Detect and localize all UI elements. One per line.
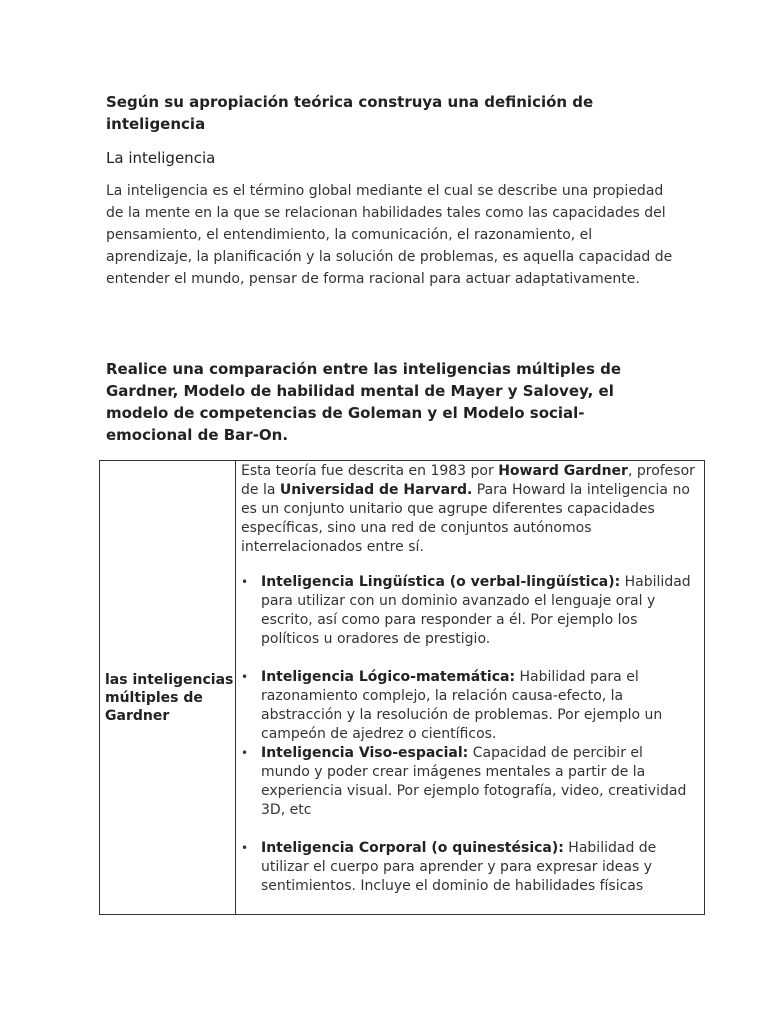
row-content-cell bbox=[236, 461, 705, 915]
list-item bbox=[241, 744, 696, 820]
item-title: Inteligencia Lingüística (o verbal-lingüística): bbox=[261, 574, 621, 590]
bullet-icon: • bbox=[241, 670, 249, 684]
section-heading: La inteligencia bbox=[106, 149, 216, 167]
definition-paragraph: La inteligencia es el término global mediante el cual se describe una propiedad de la mente en la que se relacionan habilidades tales como las capacidades del pensamiento, el entendimiento, la comunicación, el razonamiento, el aprendizaje, la planificación y la solución de problemas, es aquella capacidad de entender el mundo, pensar de forma racional para actuar adaptativamente. bbox=[106, 183, 673, 287]
list-item bbox=[241, 668, 696, 744]
item-text: Capacidad de percibir el mundo y poder crear imágenes mentales a partir de la experiencia visual. Por ejemplo fotografía, video, creatividad 3D, etc bbox=[261, 745, 687, 818]
question-1: Según su apropiación teórica construya una definición de inteligencia bbox=[106, 93, 594, 133]
list-item bbox=[241, 573, 696, 649]
comparison-table bbox=[99, 460, 705, 915]
question-2: Realice una comparación entre las inteligencias múltiples de Gardner, Modelo de habilidad mental de Mayer y Salovey, el modelo de competencias de Goleman y el Modelo social-emocional de Bar-On. bbox=[106, 360, 622, 444]
item-title: Inteligencia Corporal (o quinestésica): bbox=[261, 840, 564, 856]
bullet-icon: • bbox=[241, 841, 249, 855]
row-label-cell bbox=[100, 461, 236, 915]
row-label: las inteligencias múltiples de Gardner bbox=[105, 671, 234, 724]
author-name: Howard Gardner bbox=[498, 463, 628, 479]
item-text: Habilidad para el razonamiento complejo, la relación causa-efecto, la abstracción y la resolución de problemas. Por ejemplo un campeón de ajedrez o científicos. bbox=[261, 669, 663, 742]
item-title: Inteligencia Viso-espacial: bbox=[261, 745, 469, 761]
intro-text bbox=[241, 462, 696, 557]
university-name: Universidad de Harvard. bbox=[279, 482, 473, 498]
intro-text-part: Esta teoría fue descrita en 1983 por bbox=[241, 463, 499, 479]
item-text: Habilidad de utilizar el cuerpo para aprender y para expresar ideas y sentimientos. Incluye el dominio de habilidades físicas bbox=[261, 840, 657, 894]
intelligence-list bbox=[241, 573, 696, 896]
bullet-icon: • bbox=[241, 746, 249, 760]
item-text: Habilidad para utilizar con un dominio avanzado el lenguaje oral y escrito, así como para responder a él. Por ejemplo los políticos u oradores de prestigio. bbox=[261, 574, 691, 647]
intro-text-part: , profesor de la bbox=[241, 463, 695, 498]
bullet-icon: • bbox=[241, 575, 249, 589]
table-row bbox=[100, 461, 705, 915]
item-title: Inteligencia Lógico-matemática: bbox=[261, 669, 516, 685]
intro-text-part: Para Howard la inteligencia no es un conjunto unitario que agrupe diferentes capacidades específicas, sino una red de conjuntos autónomos interrelacionados entre sí. bbox=[241, 482, 690, 555]
list-item bbox=[241, 839, 696, 896]
